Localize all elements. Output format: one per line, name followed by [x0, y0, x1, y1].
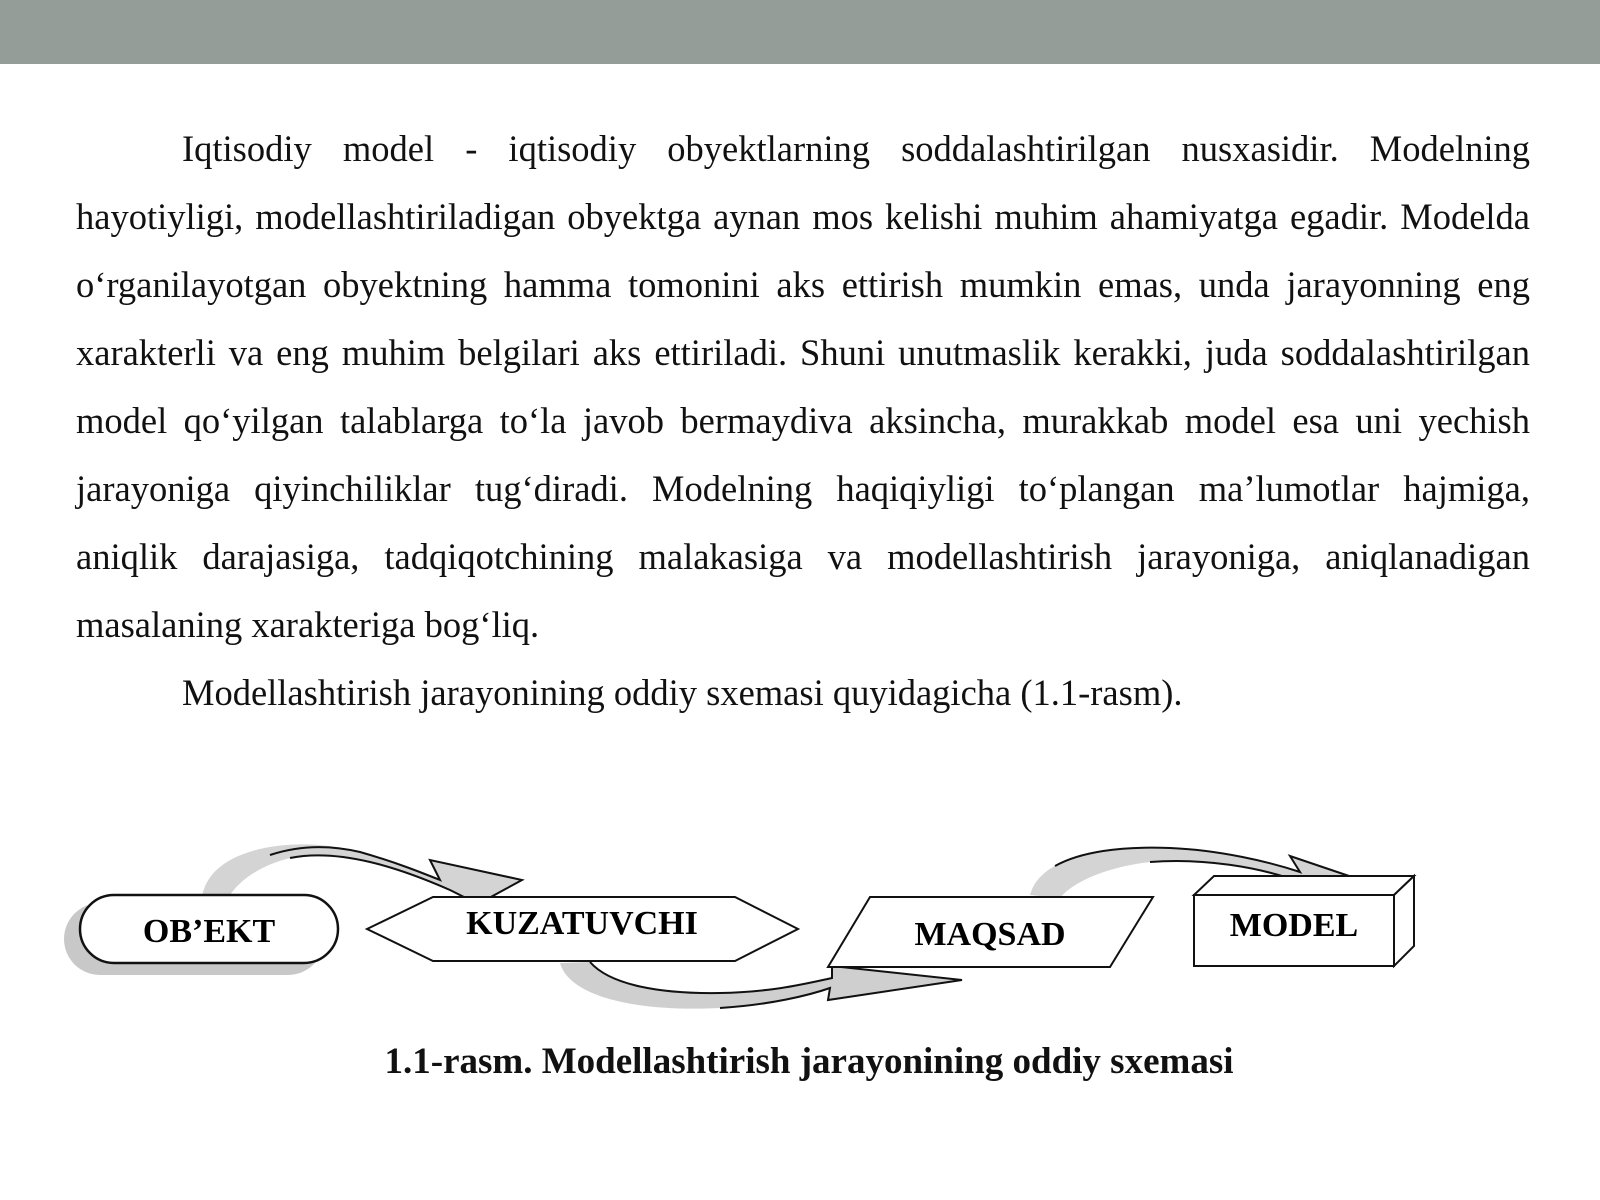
node-maqsad-label: MAQSAD — [914, 916, 1066, 953]
node-obekt — [64, 895, 338, 975]
node-kuzatuvchi-label: KUZATUVCHI — [466, 905, 698, 942]
paragraph-1: Iqtisodiy model - iqtisodiy obyektlarning soddalashtirilgan nusxasidir. Modelning hayotiyligi, modellashtiriladigan obyektga aynan mos kelishi muhim ahamiyatga egadir. Modelda o‘rganilayotgan obyektning hamma tomonini aks ettirish mumkin emas, unda jarayonning eng xarakterli va eng muhim belgilari aks ettiriladi. Shuni unutmaslik kerakki, juda soddalashtirilgan model qo‘yilgan talablarga to‘la javob bermaydiva aksincha, murakkab model esa uni yechish jarayoniga qiyinchiliklar tug‘diradi. Modelning haqiqiyligi to‘plangan ma’lumotlar hajmiga, aniqlik darajasiga, tadqiqotchining malakasiga va modellashtirish jarayoniga, aniqlanadigan masalaning xarakteriga bog‘liq. — [76, 128, 1530, 645]
paragraph-2: Modellashtirish jarayonining oddiy sxemasi quyidagicha (1.1-rasm). — [182, 672, 1183, 713]
node-kuzatuvchi — [367, 897, 798, 961]
node-model-label: MODEL — [1229, 907, 1359, 944]
figure-caption: 1.1-rasm. Modellashtirish jarayonining oddiy sxemasi — [384, 1041, 1234, 1082]
node-maqsad — [828, 897, 1153, 967]
node-obekt-label: OB’EKT — [142, 913, 276, 950]
curved-arrow-kuzatuvchi-to-maqsad — [560, 962, 962, 1009]
node-model — [1194, 876, 1414, 966]
